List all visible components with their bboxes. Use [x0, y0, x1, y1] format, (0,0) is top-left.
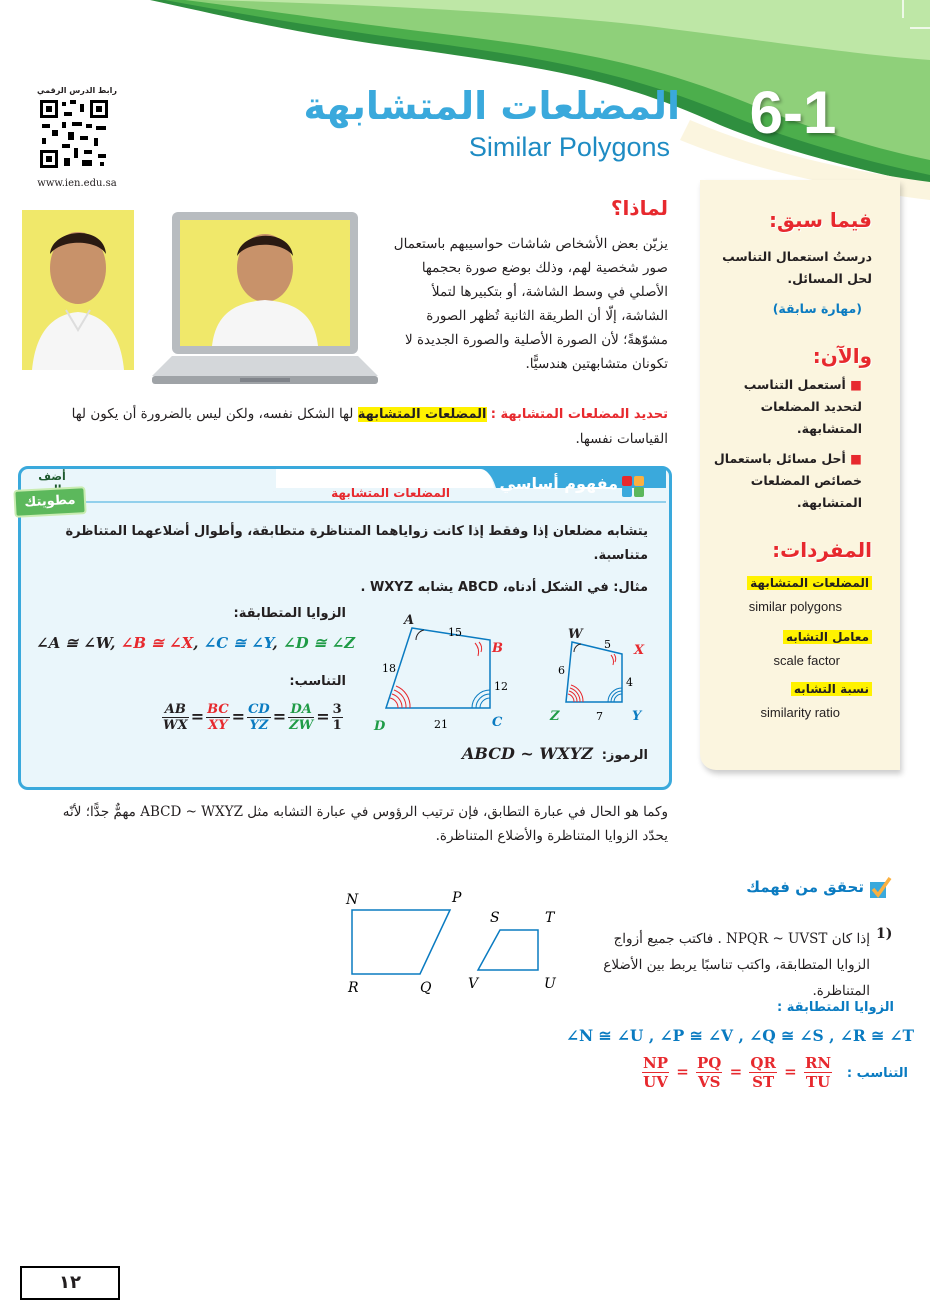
example-label: مثال:: [613, 580, 648, 595]
laptop-photo: [150, 210, 380, 394]
ratio-ab-wx: $\frac{AB}{WX}$: [163, 702, 188, 733]
answer-proportion-label: التناسب :: [846, 1066, 908, 1081]
angle-pair: ∠A ≅ ∠W: [36, 634, 111, 652]
vocab-term-en: similar polygons: [748, 599, 842, 614]
vocab-item-2: [712, 626, 872, 668]
lesson-number: 6-1: [749, 79, 837, 146]
qr-caption: رابط الدرس الرقمي: [37, 86, 117, 95]
vocab-item-1: [712, 572, 872, 614]
before-note: (مهارة سابقة): [772, 301, 862, 316]
side-length: 15: [448, 626, 462, 639]
before-heading: فيما سبق:: [769, 208, 872, 232]
vertex-label: W: [568, 627, 583, 642]
now-item-1: ■ أستعمل التناسب لتحديد المضلعات المتشابهة.: [743, 377, 862, 436]
identify-paragraph: [36, 402, 668, 451]
vertex-label: T: [545, 910, 555, 926]
vertex-label: A: [404, 613, 415, 628]
side-length: 6: [558, 664, 565, 677]
check-quadrilaterals-figure: [340, 888, 570, 998]
why-paragraph: يزيّن بعض الأشخاص شاشات حواسيبهم باستعمال صور شخصية لهم، وذلك بوضع صورة بحجمها الأصلي في وسط الشاشة، أو بتكبيرها لتملأ الشاشة، إلّا أن الطريقة الثانية تُظهر الصورة مشوّهةً؛ لأن الصورة الأصلية والصورة الجديدة لا تكونان متشابهتين هندسيًّا.: [393, 236, 668, 372]
vertex-label: R: [348, 980, 359, 996]
ratio-bc-xy: $\frac{BC}{XY}$: [207, 702, 229, 733]
example-text: في الشكل أدناه، ABCD يشابه WXYZ .: [360, 580, 609, 595]
side-length: 4: [626, 676, 633, 689]
symbol-label: الرموز:: [601, 748, 648, 763]
angles-label: الزوايا المتطابقة:: [233, 606, 346, 621]
side-length: 21: [434, 718, 448, 731]
qr-code[interactable]: [38, 98, 110, 170]
concept-definition: يتشابه مضلعان إذا وفقط إذا كانت زواياهما المتناظرة متطابقة، وأطوال أضلاعهما المتناظرة متناسبة.: [65, 524, 648, 563]
bullet-icon: ■: [845, 451, 862, 466]
key-concept-icon: [620, 474, 646, 498]
vertex-label: Z: [550, 709, 560, 724]
concept-proportion: $\frac{AB}{WX}$ = $\frac{BC}{XY}$ = $\frac{CD}{YZ}$ = $\frac{DA}{ZW}$ = $\frac{3}{1}$: [163, 702, 342, 733]
side-length: 18: [382, 662, 396, 675]
before-text: درستُ استعمال التناسب لحل المسائل.: [722, 249, 872, 286]
qr-url: www.ien.edu.sa: [37, 178, 117, 189]
ratio-da-zw: $\frac{DA}{ZW}$: [289, 702, 314, 733]
angle-pair: ∠D ≅ ∠Z: [283, 634, 356, 652]
similarity-statement: ABCD ~ WXYZ: [462, 744, 593, 763]
vocab-item-3: [712, 678, 872, 720]
answer-angles: ∠N ≅ ∠U , ∠P ≅ ∠V , ∠Q ≅ ∠S , ∠R ≅ ∠T: [566, 1026, 915, 1045]
answer-ratio: $\frac{PQ}{VS}$: [697, 1054, 722, 1091]
lesson-title-en: Similar Polygons: [468, 132, 670, 162]
vocab-term-en: similarity ratio: [760, 705, 840, 720]
now-heading: والآن:: [812, 344, 872, 368]
congruent-angles: ∠A ≅ ∠W, ∠B ≅ ∠X, ∠C ≅ ∠Y, ∠D ≅ ∠Z: [36, 634, 356, 652]
why-heading: لماذا؟: [610, 196, 668, 220]
angle-pair: ∠C ≅ ∠Y: [203, 634, 273, 652]
checkmark-icon: [868, 876, 892, 900]
vertex-label: X: [634, 643, 645, 658]
portrait-photo: [22, 210, 134, 370]
side-length: 12: [494, 680, 508, 693]
vocab-term-en: scale factor: [773, 653, 840, 668]
vertex-label: Q: [420, 980, 432, 996]
vertex-label: B: [492, 641, 503, 656]
vertex-label: S: [490, 910, 500, 926]
bullet-icon: ■: [845, 377, 862, 392]
concept-subtitle: المضلعات المتشابهة: [331, 486, 450, 500]
answer-proportion: $\frac{NP}{UV}$ = $\frac{PQ}{VS}$ = $\frac{QR}{ST}$ = $\frac{RN}{TU}$: [643, 1054, 832, 1091]
vertex-label: U: [544, 976, 556, 992]
proportion-label: التناسب:: [289, 674, 346, 689]
vertex-label: D: [374, 719, 386, 734]
answer-ratio: $\frac{RN}{TU}$: [804, 1054, 832, 1091]
vertex-label: V: [468, 976, 479, 992]
vertex-label: Y: [632, 709, 642, 724]
foldable-tab[interactable]: مطويتك: [13, 486, 86, 518]
check-question: إذا كان NPQR ~ UVST . فاكتب جميع أزواج الزوايا المتطابقة، واكتب تناسبًا يربط بين الأضلاع المتناظرة.: [603, 931, 870, 999]
similar-quadrilaterals-figure: [360, 606, 660, 744]
vertex-label: C: [492, 715, 503, 730]
lesson-title-ar: المضلعات المتشابهة: [303, 84, 680, 128]
page-number: ١٢: [20, 1266, 120, 1300]
vocab-term-ar: المضلعات المتشابهة: [747, 576, 872, 590]
concept-example: [300, 580, 648, 595]
answer-ratio: $\frac{NP}{UV}$: [643, 1054, 668, 1091]
now-item-2: ■ أحل مسائل باستعمال خصائص المضلعات المتشابهة.: [713, 451, 862, 510]
vocab-term-ar: معامل التشابه: [783, 630, 872, 644]
answer-angles-label: الزوايا المتطابقة :: [777, 1000, 894, 1015]
side-length: 5: [604, 638, 611, 651]
vertex-label: N: [346, 892, 359, 908]
vertex-label: P: [452, 890, 462, 906]
vocab-term-ar: نسبة التشابه: [791, 682, 872, 696]
identify-heading: تحديد المضلعات المتشابهة :: [490, 407, 668, 422]
answer-ratio: $\frac{QR}{ST}$: [750, 1054, 776, 1091]
angle-pair: ∠B ≅ ∠X: [120, 634, 194, 652]
vocab-heading: المفردات:: [772, 538, 872, 562]
check-number: 1): [876, 926, 893, 942]
check-heading: تحقق من فهمك: [746, 878, 864, 896]
ratio-value: $\frac{3}{1}$: [332, 702, 342, 733]
identify-text: لها الشكل نفسه، ولكن ليس بالضرورة أن يكون لها القياسات نفسها.: [71, 406, 668, 447]
ratio-cd-yz: $\frac{CD}{YZ}$: [248, 702, 270, 733]
concept-label: مفهوم أساسي: [499, 474, 618, 493]
order-paragraph: وكما هو الحال في عبارة التطابق، فإن ترتيب الرؤوس في عبارة التشابه مثل ABCD ~ WXYZ مهمٌّ جدًّا؛ لأنّه يحدّد الزوايا المتناظرة والأضلاع المتناظرة.: [62, 804, 668, 844]
foldable-add-label: أضف: [38, 470, 66, 483]
identify-term: المضلعات المتشابهة: [357, 407, 487, 422]
side-length: 7: [596, 710, 603, 723]
